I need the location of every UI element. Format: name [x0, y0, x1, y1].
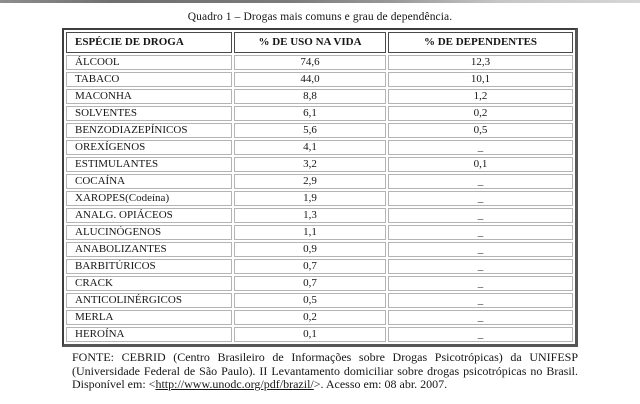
table-row	[66, 327, 573, 342]
drug-name-cell: ANTICOLINÉRGICOS	[66, 293, 232, 308]
table-row	[66, 157, 573, 172]
dependentes-value-cell: 0,5	[388, 123, 573, 138]
table-body	[66, 55, 573, 342]
uso-na-vida-value-cell: 5,6	[234, 123, 386, 138]
uso-na-vida-value-cell: 8,8	[234, 89, 386, 104]
drug-name-cell: ANABOLIZANTES	[66, 242, 232, 257]
drug-name-cell: XAROPES(Codeína)	[66, 191, 232, 206]
uso-na-vida-value-cell: 0,2	[234, 310, 386, 325]
drug-name-cell: BARBITÚRICOS	[66, 259, 232, 274]
table-row	[66, 225, 573, 240]
drug-name-cell: HEROÍNA	[66, 327, 232, 342]
dependentes-value-cell: _	[388, 242, 573, 257]
drug-name-cell: CRACK	[66, 276, 232, 291]
dependentes-value-cell: _	[388, 327, 573, 342]
uso-na-vida-value-cell: 1,9	[234, 191, 386, 206]
drug-name-cell: ALUCINÓGENOS	[66, 225, 232, 240]
table-row	[66, 276, 573, 291]
table-row	[66, 242, 573, 257]
dependentes-value-cell: _	[388, 293, 573, 308]
table-row	[66, 208, 573, 223]
drug-name-cell: BENZODIAZEPÍNICOS	[66, 123, 232, 138]
dependentes-value-cell: _	[388, 140, 573, 155]
dependentes-value-cell: 0,1	[388, 157, 573, 172]
drug-name-cell: ANALG. OPIÁCEOS	[66, 208, 232, 223]
dependentes-value-cell: _	[388, 225, 573, 240]
uso-na-vida-value-cell: 0,1	[234, 327, 386, 342]
drug-name-cell: ÁLCOOL	[66, 55, 232, 70]
uso-na-vida-value-cell: 1,1	[234, 225, 386, 240]
dependentes-value-cell: 10,1	[388, 72, 573, 87]
table-row	[66, 72, 573, 87]
page-top-edge-divider	[0, 0, 640, 3]
source-note-prefix: FONTE: CEBRID (Centro Brasileiro de Informações sobre Drogas Psicotrópicas) da UNIFESP (Universidade Federal de São Paulo). II Levantamento domiciliar sobre drogas psicotrópicas no Brasil. Disponível em: <	[72, 350, 578, 392]
uso-na-vida-value-cell: 2,9	[234, 174, 386, 189]
table-row	[66, 89, 573, 104]
uso-na-vida-value-cell: 6,1	[234, 106, 386, 121]
uso-na-vida-value-cell: 0,7	[234, 276, 386, 291]
dependentes-value-cell: _	[388, 259, 573, 274]
source-note	[72, 351, 578, 392]
uso-na-vida-value-cell: 4,1	[234, 140, 386, 155]
table-row	[66, 293, 573, 308]
drug-name-cell: MERLA	[66, 310, 232, 325]
drug-name-cell: MACONHA	[66, 89, 232, 104]
table-row	[66, 140, 573, 155]
table-row	[66, 55, 573, 70]
column-header-uso-na-vida: % DE USO NA VIDA	[234, 32, 386, 53]
table-row	[66, 123, 573, 138]
uso-na-vida-value-cell: 44,0	[234, 72, 386, 87]
column-header-dependentes: % DE DEPENDENTES	[388, 32, 573, 53]
source-note-suffix: >. Acesso em: 08 abr. 2007.	[313, 377, 448, 392]
drugs-table	[62, 28, 578, 347]
uso-na-vida-value-cell: 74,6	[234, 55, 386, 70]
drug-name-cell: SOLVENTES	[66, 106, 232, 121]
table-row	[66, 191, 573, 206]
dependentes-value-cell: 12,3	[388, 55, 573, 70]
table-row	[66, 174, 573, 189]
table-caption: Quadro 1 – Drogas mais comuns e grau de dependência.	[187, 11, 453, 23]
dependentes-value-cell: _	[388, 310, 573, 325]
table-row	[66, 106, 573, 121]
dependentes-value-cell: 0,2	[388, 106, 573, 121]
source-note-link[interactable]: http://www.unodc.org/pdf/brazil/	[155, 377, 314, 392]
table-header-row	[66, 32, 573, 53]
column-header-especie-de-droga: ESPÉCIE DE DROGA	[66, 32, 232, 53]
table-row	[66, 310, 573, 325]
table-row	[66, 259, 573, 274]
uso-na-vida-value-cell: 1,3	[234, 208, 386, 223]
drug-name-cell: TABACO	[66, 72, 232, 87]
uso-na-vida-value-cell: 0,5	[234, 293, 386, 308]
dependentes-value-cell: _	[388, 208, 573, 223]
drug-name-cell: ESTIMULANTES	[66, 157, 232, 172]
drug-name-cell: OREXÍGENOS	[66, 140, 232, 155]
drug-name-cell: COCAÍNA	[66, 174, 232, 189]
uso-na-vida-value-cell: 0,9	[234, 242, 386, 257]
dependentes-value-cell: 1,2	[388, 89, 573, 104]
dependentes-value-cell: _	[388, 276, 573, 291]
dependentes-value-cell: _	[388, 174, 573, 189]
uso-na-vida-value-cell: 0,7	[234, 259, 386, 274]
dependentes-value-cell: _	[388, 191, 573, 206]
uso-na-vida-value-cell: 3,2	[234, 157, 386, 172]
